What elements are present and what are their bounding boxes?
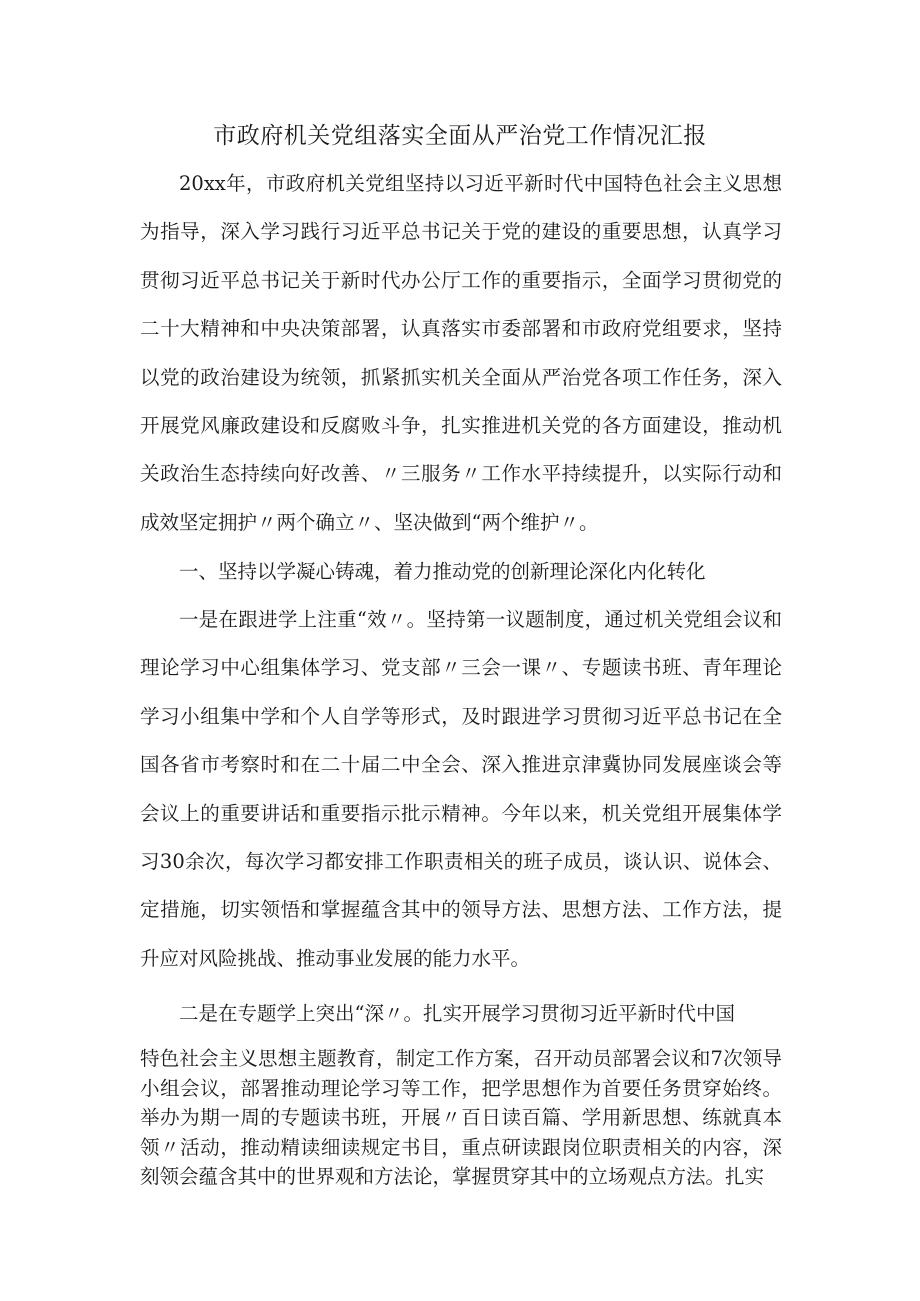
document-title: 市政府机关党组落实全面从严治党工作情况汇报 [213, 123, 707, 149]
intro-paragraph: 20xx年，市政府机关党组坚持以习近平新时代中国特色社会主义思想为指导，深入学习践行习近平总书记关于党的建设的重要思想，认真学习贯彻习近平总书记关于新时代办公厅工作的重要指示，全面学习贯彻党的二十大精神和中央决策部署，认真落实市委部署和市政府党组要求，坚持以党的政治建设为统领，抓紧抓实机关全面从严治党各项工作任务，深入开展党风廉政建设和反腐败斗争，扎实推进机关党的各方面建设，推动机关政治生态持续向好改善、〃三服务〃工作水平持续提升，以实际行动和成效坚定拥护〃两个确立〃、坚决做到“两个维护〃。 [140, 172, 782, 534]
paragraph-topic-study-first-line: 二是在专题学上突出“深〃。扎实开展学习贯彻习近平新时代中国 [179, 1002, 735, 1025]
paragraph-topic-study-continued: 特色社会主义思想主题教育，制定工作方案，召开动员部署会议和7次领导小组会议，部署推动理论学习等工作，把学思想作为首要任务贯穿始终。举办为期一周的专题读书班，开展〃百日读百篇、学用新思想、练就真本领〃活动，推动精读细读规定书目，重点研读跟岗位职责相关的内容，深刻领会蕴含其中的世界观和方法论，掌握贯穿其中的立场观点方法。扎实 [140, 1047, 782, 1188]
section-heading-1: 一、坚持以学凝心铸魂，着力推动党的创新理论深化内化转化 [179, 560, 706, 583]
paragraph-study-effect: 一是在跟进学上注重“效〃。坚持第一议题制度，通过机关党组会议和理论学习中心组集体学习、党支部〃三会一课〃、专题读书班、青年理论学习小组集中学和个人自学等形式，及时跟进学习贯彻习近平总书记在全国各省市考察时和在二十届二中全会、深入推进京津冀协同发展座谈会等会议上的重要讲话和重要指示批示精神。今年以来，机关党组开展集体学习30余次，每次学习都安排工作职责相关的班子成员，谈认识、说体会、定措施，切实领悟和掌握蕴含其中的领导方法、思想方法、工作方法，提升应对风险挑战、推动事业发展的能力水平。 [140, 608, 782, 970]
